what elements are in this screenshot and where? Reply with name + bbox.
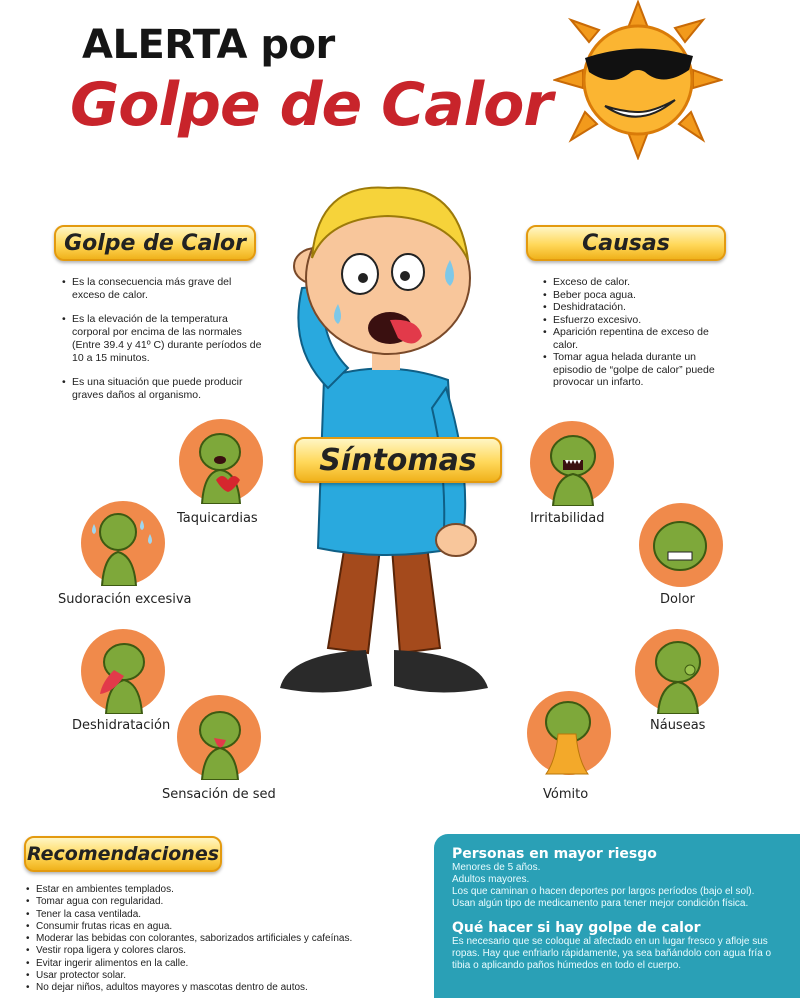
causas-item: • Aparición repentina de exceso de calor.	[543, 326, 729, 351]
sudoracion-label: Sudoración excesiva	[58, 592, 192, 607]
sed-label: Sensación de sed	[162, 787, 276, 802]
dolor-label: Dolor	[660, 592, 695, 607]
causas-list	[543, 276, 729, 389]
irritabilidad-label: Irritabilidad	[530, 511, 605, 526]
causas-item: • Deshidratación.	[543, 301, 729, 314]
page-title: Golpe de Calor	[70, 70, 552, 140]
deshidratacion-label: Deshidratación	[72, 718, 171, 733]
recomendacion-item: • Moderar las bebidas con colorantes, saborizados artificiales y cafeínas.	[26, 933, 426, 945]
recomendacion-item: • Tomar agua con regularidad.	[26, 896, 426, 908]
causas-title: Causas	[582, 230, 670, 256]
recomendacion-item: • Estar en ambientes templados.	[26, 884, 426, 896]
golpe-item: • Es la consecuencia más grave del exceso de calor.	[62, 276, 262, 302]
recomendacion-item: • No dejar niños, adultos mayores y mascotas dentro de autos.	[26, 982, 426, 994]
recomendacion-item: • Usar protector solar.	[26, 970, 426, 982]
sintomas-title: Síntomas	[319, 442, 477, 478]
causas-item: • Tomar agua helada durante un episodio de “golpe de calor” puede provocar un infarto.	[543, 351, 729, 389]
recomendacion-item: • Tener la casa ventilada.	[26, 909, 426, 921]
sed-icon	[176, 694, 262, 780]
golpe-title-badge	[54, 225, 256, 261]
taquicardias-label: Taquicardias	[177, 511, 258, 526]
riesgo-line: Menores de 5 años.	[452, 862, 541, 873]
nauseas-label: Náuseas	[650, 718, 706, 733]
recomendacion-item: • Vestir ropa ligera y colores claros.	[26, 945, 426, 957]
causas-item: • Esfuerzo excesivo.	[543, 314, 729, 327]
causas-title-badge	[526, 225, 726, 261]
golpe-item: • Es la elevación de la temperatura corporal por encima de las normales (Entre 39.4 y 41º C) durante períodos de 10 a 15 minutos.	[62, 313, 262, 365]
deshidratacion-icon	[80, 628, 166, 714]
taquicardias-icon	[178, 418, 264, 504]
recomendaciones-list	[26, 884, 426, 995]
quehacer-text: Es necesario que se coloque al afectado en un lugar fresco y afloje sus ropas. Hay que enfriarlo rápidamente, ya sea bañándolo con agua fría o tibia o aplicando paños húmedos en todo el cuerpo.	[452, 936, 772, 971]
sun-mascot-icon	[553, 0, 723, 160]
causas-item: • Beber poca agua.	[543, 289, 729, 302]
vomito-label: Vómito	[543, 787, 589, 802]
title-line-1: ALERTA por	[82, 22, 335, 68]
irritabilidad-icon	[529, 420, 615, 506]
recomendacion-item: • Consumir frutas ricas en agua.	[26, 921, 426, 933]
riesgo-line: Los que caminan o hacen deportes por largos períodos (bajo el sol).	[452, 886, 755, 897]
info-panel	[434, 834, 800, 998]
riesgo-title: Personas en mayor riesgo	[452, 846, 657, 862]
recomendaciones-title: Recomendaciones	[26, 843, 220, 865]
dolor-icon	[638, 502, 724, 588]
riesgo-line: Usan algún tipo de medicamento para tener mejor condición física.	[452, 898, 749, 909]
recomendaciones-title-badge	[24, 836, 222, 872]
riesgo-line: Adultos mayores.	[452, 874, 530, 885]
sintomas-title-badge	[294, 437, 502, 483]
golpe-item: • Es una situación que puede producir graves daños al organismo.	[62, 376, 262, 402]
golpe-title: Golpe de Calor	[64, 230, 246, 256]
sudoracion-icon	[80, 500, 166, 586]
causas-item: • Exceso de calor.	[543, 276, 729, 289]
quehacer-title: Qué hacer si hay golpe de calor	[452, 920, 701, 936]
vomito-icon	[526, 690, 612, 776]
golpe-list	[62, 276, 262, 402]
nauseas-icon	[634, 628, 720, 714]
recomendacion-item: • Evitar ingerir alimentos en la calle.	[26, 958, 426, 970]
